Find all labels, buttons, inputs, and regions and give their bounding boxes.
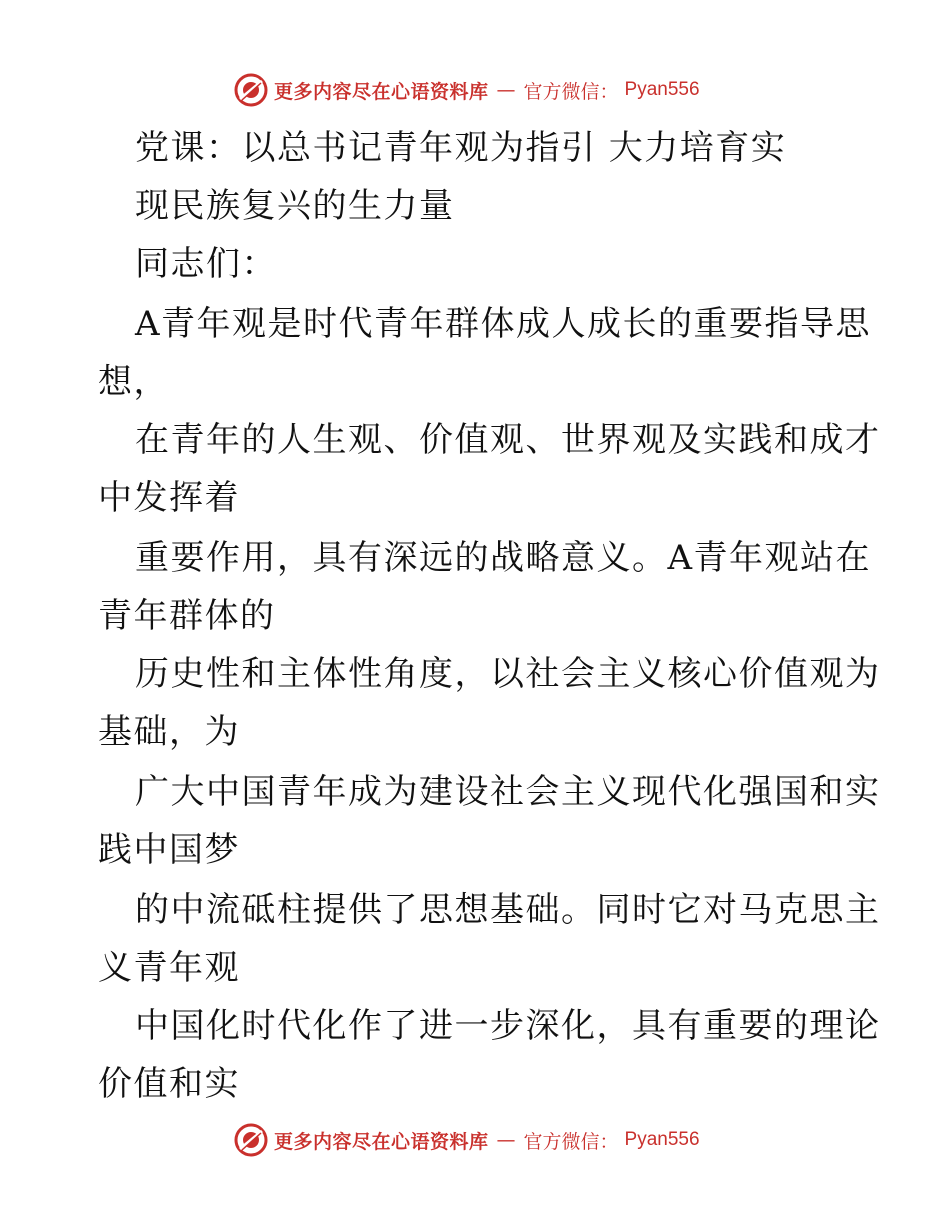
paragraph-line: 义青年观 [98,948,240,988]
banner-wechat-label: 官方微信： [523,1130,619,1153]
banner-dash: — [496,1129,516,1151]
banner-wechat-label: 官方微信： [523,80,619,103]
document-title-line-1: 党课：以总书记青年观为指引 大力培育实 [135,128,787,168]
paragraph-line: 基础，为 [98,712,240,752]
paragraph-line: 中国化时代化作了进一步深化，具有重要的理论 [135,1006,881,1046]
paragraph-line: 践中国梦 [98,830,240,870]
header-banner [234,73,700,107]
document-title-line-2: 现民族复兴的生力量 [135,186,455,226]
paragraph-line: 中发挥着 [98,478,240,518]
paragraph-line: 的中流砥柱提供了思想基础。同时它对马克思主 [135,890,881,930]
banner-dash: — [496,79,516,101]
banner-wechat-id: Pyan556 [624,1129,700,1150]
paragraph-line: A青年观是时代青年群体成人成长的重要指导思 [135,304,872,344]
paragraph-line: 在青年的人生观、价值观、世界观及实践和成才 [135,420,881,460]
paragraph-line: 价值和实 [98,1064,240,1104]
banner-text: 更多内容尽在心语资料库 [274,1130,489,1153]
paragraph-line: 想， [98,362,169,402]
banner-wechat-id: Pyan556 [624,79,700,100]
paragraph-line: 重要作用，具有深远的战略意义。A青年观站在 [135,538,872,578]
banner-text: 更多内容尽在心语资料库 [274,80,489,103]
paragraph-line: 历史性和主体性角度，以社会主义核心价值观为 [135,654,881,694]
footer-banner [234,1123,700,1157]
logo-icon [234,73,268,107]
salutation: 同志们： [135,244,277,284]
paragraph-line: 青年群体的 [98,596,276,636]
paragraph-line: 广大中国青年成为建设社会主义现代化强国和实 [135,772,881,812]
logo-icon [234,1123,268,1157]
